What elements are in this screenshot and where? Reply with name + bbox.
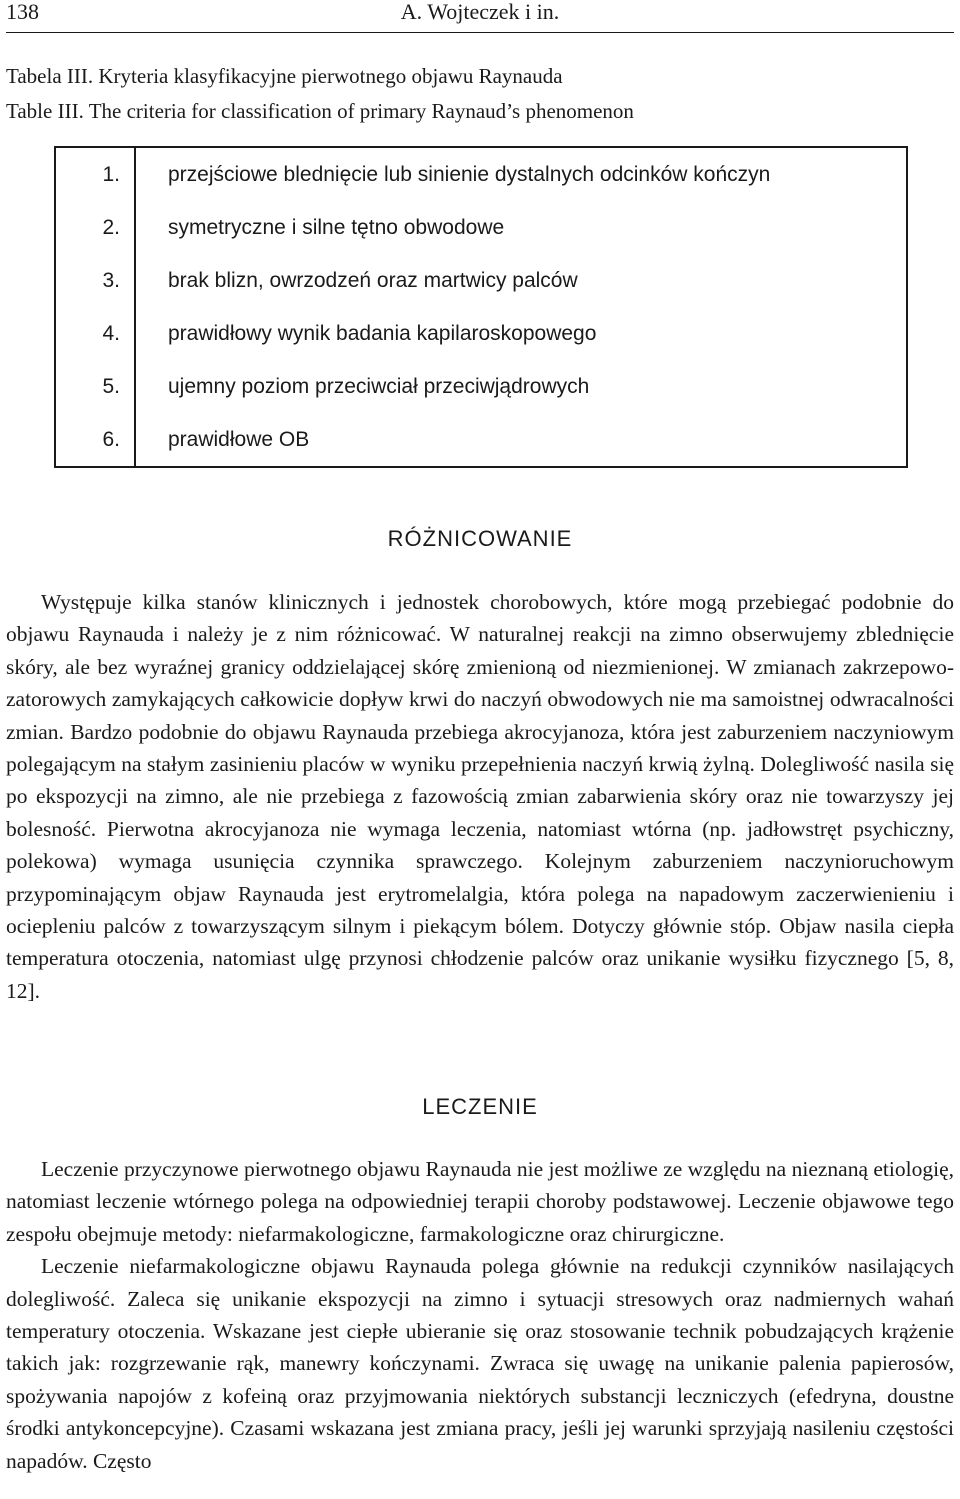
treatment-heading: LECZENIE [422,1094,538,1119]
page-number: 138 [6,0,39,24]
table-row [55,147,907,201]
differentiation-heading: RÓŻNICOWANIE [387,526,573,551]
row-number: 4. [55,307,135,360]
row-text: przejściowe blednięcie lub sinienie dystalnych odcinków kończyn [168,162,771,186]
table-caption-en: Table III. The criteria for classification of primary Raynaud’s phenomenon [6,99,634,123]
treatment-paragraph: Leczenie niefarmakologiczne objawu Raynauda polega głównie na redukcji czynników nasilających dolegliwość. Zaleca się unikanie ekspozycji na zimno i sytuacji stresowych oraz nadmiernych wahań temperatury otoczenia. Wskazane jest ciepłe ubieranie się oraz stosowanie technik pobudzających krążenie takich jak: rozgrzewanie rąk, manewry kończynami. Zwraca się uwagę na unikanie palenia papierosów, spożywania napojów z kofeiną oraz przyjmowania niektórych substancji leczniczych (efedryna, doustne środki antykoncepcyjne). Czasami wskazana jest zmiana pracy, jeśli jej warunki sprzyjają nasileniu częstości napadów. Często [6,1254,954,1473]
row-text: ujemny poziom przeciwciał przeciwjądrowych [168,374,590,398]
differentiation-paragraph: Występuje kilka stanów klinicznych i jednostek chorobowych, które mogą przebiegać podobnie do objawu Raynauda i należy je z nim różnicować. W naturalnej reakcji na zimno obserwujemy zblednięcie skóry, ale bez wyraźnej granicy oddzielającej skórę zmienioną od niezmienionej. W zmianach zakrzepowo-zatorowych zamykających całkowicie dopływ krwi do naczyń obwodowych nie ma samoistnej odwracalności zmian. Bardzo podobnie do objawu Raynauda przebiega akrocyjanoza, która jest zaburzeniem naczyniowym polegającym na stałym zasinieniu placów w wyniku przepełnienia naczyń krwią żylną. Dolegliwość nasila się po ekspozycji na zimno, ale nie przebiega z fazowością zmian zabarwienia skóry oraz nie towarzyszy jej bolesność. Pierwotna akrocyjanoza nie wymaga leczenia, natomiast wtórna (np. jadłowstręt psychiczny, polekowa) wymaga usunięcia czynnika sprawczego. Kolejnym zaburzeniem naczynioruchowym przypominającym objaw Raynauda jest erytromelalgia, która polega na napadowym zaczerwienieniu i ociepleniu palców z towarzyszącym silnym i piekącym bólem. Dotyczy głównie stóp. Objaw nasila ciepła temperatura otoczenia, natomiast ulgę przynosi chłodzenie palców oraz unikanie wysiłku fizycznego [5, 8, 12]. [6,590,954,1003]
row-number: 6. [55,413,135,467]
row-text: brak blizn, owrzodzeń oraz martwicy palców [168,268,578,292]
table-row [55,201,907,254]
running-head: A. Wojteczek i in. [400,0,560,24]
header-rule [6,32,954,33]
row-text: prawidłowy wynik badania kapilaroskopowego [168,321,597,345]
row-number: 3. [55,254,135,307]
row-text: prawidłowe OB [168,427,310,451]
treatment-paragraph: Leczenie przyczynowe pierwotnego objawu Raynauda nie jest możliwe ze względu na nieznaną etiologię, natomiast leczenie wtórnego polega na odpowiedniej terapii choroby podstawowej. Leczenie objawowe tego zespołu obejmuje metody: niefarmakologiczne, farmakologiczne oraz chirurgiczne. [6,1157,954,1246]
row-number: 2. [55,201,135,254]
table-row [55,307,907,360]
table-row [55,254,907,307]
table-caption-pl: Tabela III. Kryteria klasyfikacyjne pierwotnego objawu Raynauda [6,64,563,88]
differentiation-section [6,586,954,1007]
treatment-section [6,1153,954,1477]
row-number: 1. [55,147,135,201]
table-row [55,413,907,467]
table-row [55,360,907,413]
row-text: symetryczne i silne tętno obwodowe [168,215,505,239]
page-header [6,0,954,32]
row-number: 5. [55,360,135,413]
criteria-table [54,146,908,468]
